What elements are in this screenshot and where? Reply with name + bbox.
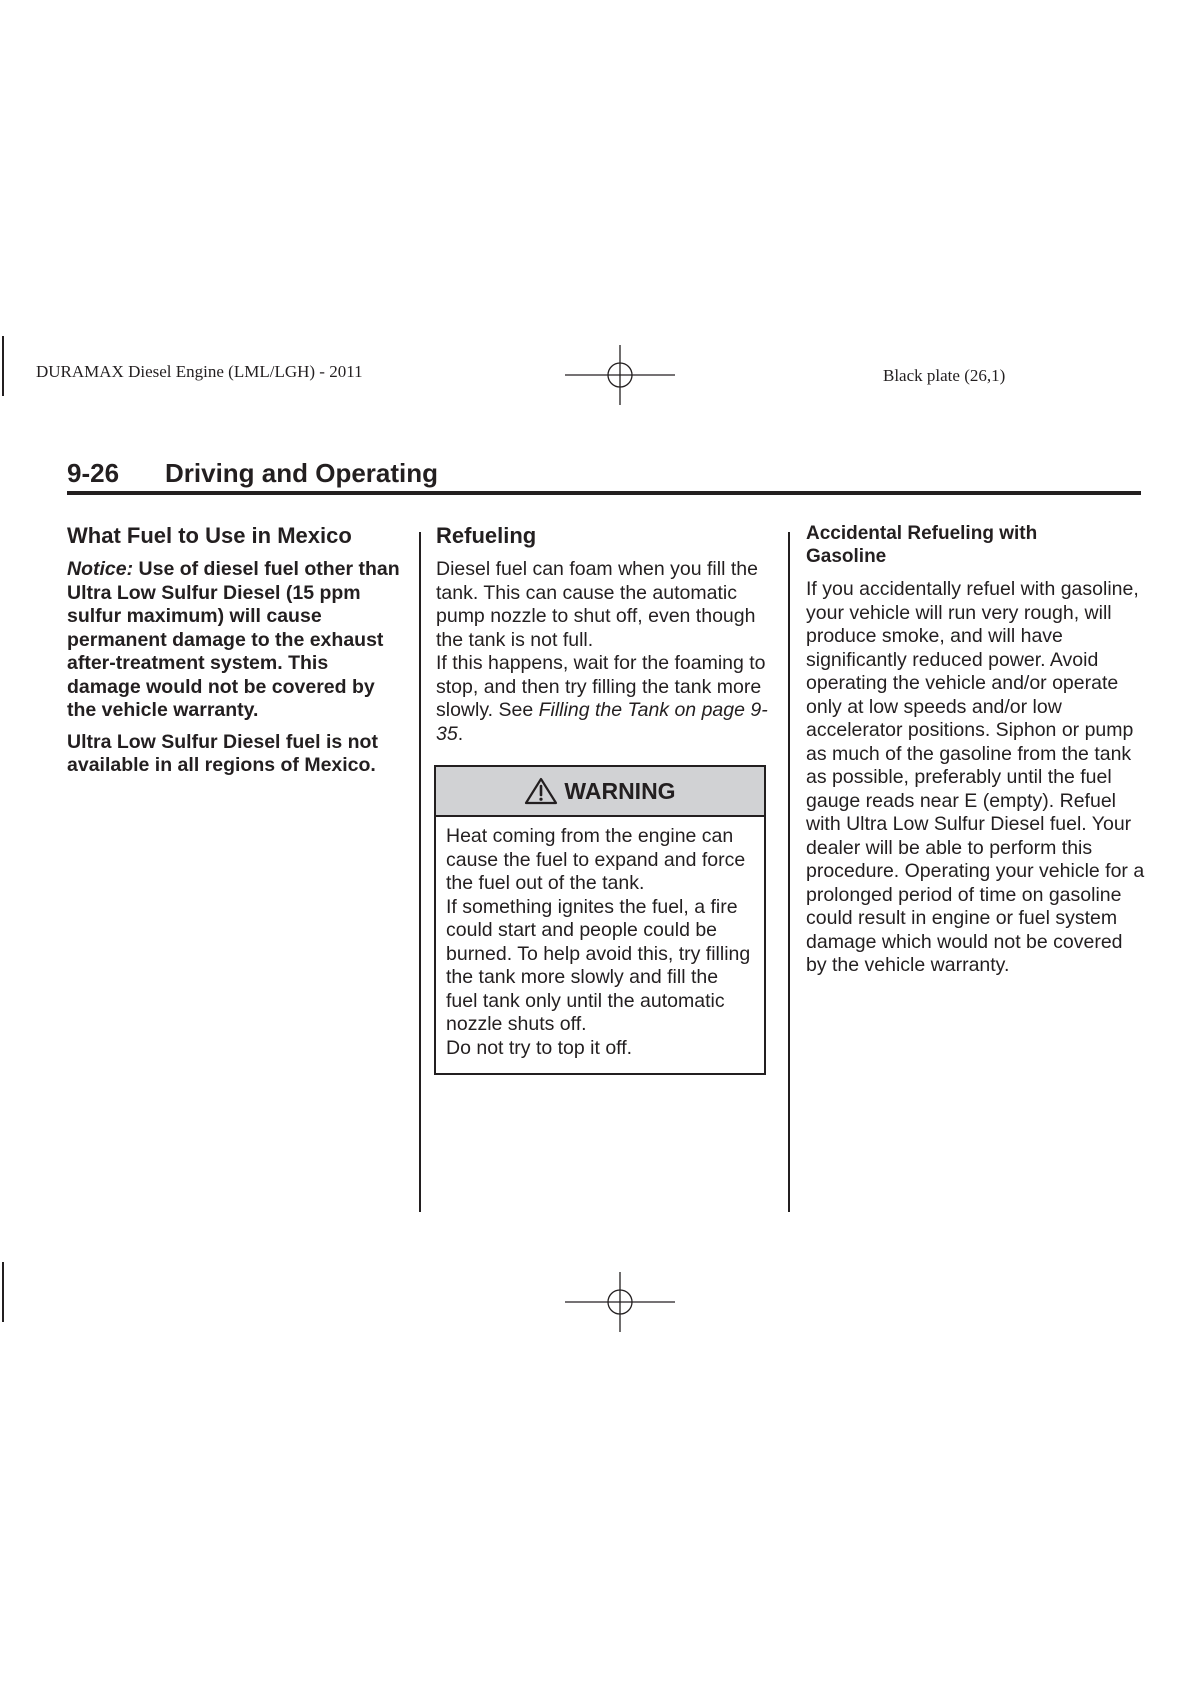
crop-mark-top-left [2,336,4,396]
page-number: 9-26 [67,458,120,488]
section-heading: Accidental Refueling with Gasoline [806,523,1038,567]
registration-mark-top [565,345,675,405]
warning-body [436,817,764,1060]
page-title: Driving and Operating [165,458,439,488]
warning-box [434,765,766,1075]
paragraph: If you accidentally refuel with gasoline, your vehicle will run very rough, will produce smoke, and will have significantly reduced power. Avoid operating the vehicle and/or operate only at low speeds and/or low accelerator positions. Siphon or pump as much of the gasoline from the tank as possible, preferably until the fuel gauge reads near E (empty). Refuel with Ultra Low Sulfur Diesel fuel. Your dealer will be able to perform this procedure. Operating your vehicle for a prolonged period of time on gasoline could result in engine or fuel system damage which would not be covered by the vehicle warranty. [806,578,1145,976]
crop-mark-bottom-left [2,1262,4,1322]
warning-paragraph: If something ignites the fuel, a fire could start and people could be burned. To help avoid this, try filling the tank more slowly and fill the fuel tank only until the automatic nozzle shuts off. [446,895,751,1035]
notice-label: Notice: [67,558,134,580]
section-heading: What Fuel to Use in Mexico [67,523,352,548]
warning-paragraph: Heat coming from the engine can cause the fuel to expand and force the fuel out of the tank. [446,825,746,894]
cross-reference-link[interactable]: Filling the Tank on page 9-35 [436,699,768,745]
paragraph [436,652,772,746]
section-heading: Refueling [436,523,537,548]
warning-label: WARNING [564,777,676,804]
paragraph-text: If this happens, wait for the foaming to stop, and then try filling the tank more slowly. See [436,652,766,721]
warning-triangle-icon [524,777,558,805]
column-accidental-gasoline [806,522,1146,985]
plate-label: Black plate (26,1) [883,366,1006,385]
column-divider-2 [788,532,790,1212]
column-divider-1 [419,532,421,1212]
document-id: DURAMAX Diesel Engine (LML/LGH) - 2011 [36,362,363,381]
notice-text: Use of diesel fuel other than Ultra Low Sulfur Diesel (15 ppm sulfur maximum) will cause permanent damage to the exhaust after-treatment system. This damage would not be covered by the vehicle warranty. [67,558,400,721]
notice-paragraph [67,558,407,723]
column-mexico-fuel [67,522,407,785]
column-refueling [436,522,772,753]
warning-paragraph: Do not try to top it off. [446,1036,633,1059]
warning-header [436,767,764,817]
paragraph: Diesel fuel can foam when you fill the tank. This can cause the automatic pump nozzle to shut off, even though the tank is not full. [436,558,758,651]
registration-mark-bottom [565,1272,675,1332]
availability-note: Ultra Low Sulfur Diesel fuel is not available in all regions of Mexico. [67,730,378,776]
header-rule [67,491,1141,495]
paragraph-text: . [457,722,464,745]
